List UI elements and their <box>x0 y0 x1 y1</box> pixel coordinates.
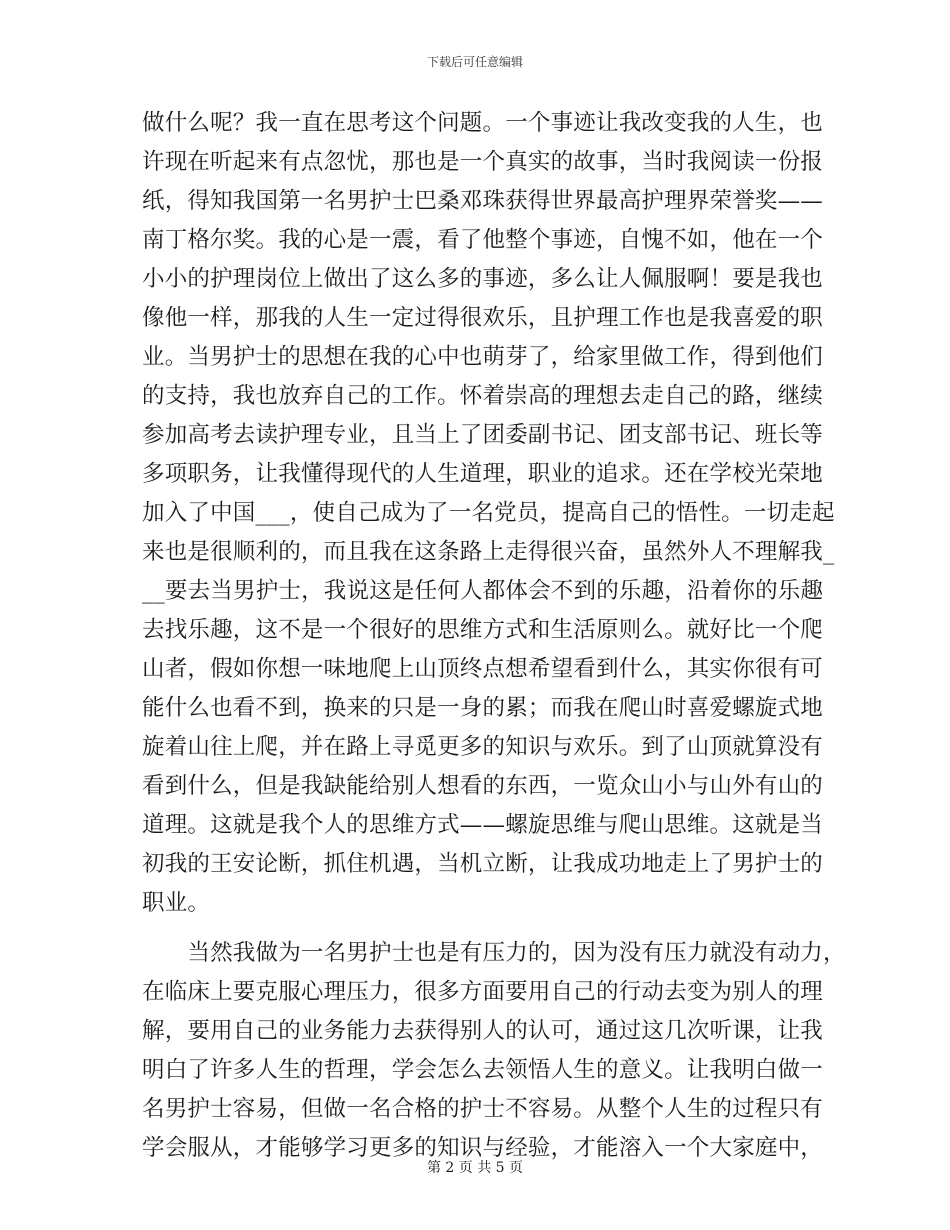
text-line: 当然我做为一名男护士也是有压力的，因为没有压力就没有动力， <box>142 940 846 966</box>
paragraph <box>142 934 846 1168</box>
paragraph-spacer <box>142 923 802 934</box>
text-line: 许现在听起来有点忽忧，那也是一个真实的故事，当时我阅读一份报 <box>142 149 824 175</box>
page-header: 下载后可任意编辑 <box>426 55 523 69</box>
text-line: 多项职务，让我懂得现代的人生道理，职业的追求。还在学校光荣地 <box>142 461 824 487</box>
page-number: 第 2 页 共 5 页 <box>426 1160 524 1176</box>
text-line: 小小的护理岗位上做出了这么多的事迹，多么让人佩服啊！要是我也 <box>142 266 824 292</box>
text-line: 纸，得知我国第一名男护士巴桑邓珠获得世界最高护理界荣誉奖—— <box>142 188 824 214</box>
text-line: 去找乐趣，这不是一个很好的思维方式和生活原则么。就好比一个爬 <box>142 617 824 643</box>
text-line: 的支持，我也放弃自己的工作。怀着崇高的理想去走自己的路，继续 <box>142 383 824 409</box>
text-line: 加入了中国___，使自己成为了一名党员，提高自己的悟性。一切走起 <box>142 500 835 526</box>
text-line: 业。当男护士的思想在我的心中也萌芽了，给家里做工作，得到他们 <box>142 344 824 370</box>
text-line: 像他一样，那我的人生一定过得很欢乐，且护理工作也是我喜爱的职 <box>142 305 824 331</box>
text-line: 看到什么，但是我缺能给别人想看的东西，一览众山小与山外有山的 <box>142 773 824 799</box>
text-line: 学会服从，才能够学习更多的知识与经验，才能溶入一个大家庭中， <box>142 1135 824 1161</box>
text-line: 名男护士容易，但做一名合格的护士不容易。从整个人生的过程只有 <box>142 1096 824 1122</box>
text-line: __要去当男护士，我说这是任何人都体会不到的乐趣，沿着你的乐趣 <box>142 578 824 604</box>
text-line: 南丁格尔奖。我的心是一震，看了他整个事迹，自愧不如，他在一个 <box>142 227 824 253</box>
text-line: 能什么也看不到，换来的只是一身的累；而我在爬山时喜爱螺旋式地 <box>142 695 824 721</box>
text-line: 在临床上要克服心理压力，很多方面要用自己的行动去变为别人的理 <box>142 979 824 1005</box>
text-line: 旋着山往上爬，并在路上寻觅更多的知识与欢乐。到了山顶就算没有 <box>142 734 824 760</box>
text-line: 做什么呢？我一直在思考这个问题。一个事迹让我改变我的人生，也 <box>142 110 824 136</box>
paragraph <box>142 104 835 923</box>
text-line: 道理。这就是我个人的思维方式——螺旋思维与爬山思维。这就是当 <box>142 812 824 838</box>
text-line: 参加高考去读护理专业，且当上了团委副书记、团支部书记、班长等 <box>142 422 824 448</box>
text-line: 初我的王安论断，抓住机遇，当机立断，让我成功地走上了男护士的 <box>142 851 824 877</box>
text-line: 来也是很顺利的，而且我在这条路上走得很兴奋，虽然外人不理解我_ <box>142 539 835 565</box>
text-line: 明白了许多人生的哲理，学会怎么去领悟人生的意义。让我明白做一 <box>142 1057 824 1083</box>
document-body <box>142 104 846 1168</box>
text-line: 职业。 <box>142 890 211 916</box>
text-line: 解，要用自己的业务能力去获得别人的认可，通过这几次听课，让我 <box>142 1018 824 1044</box>
text-line: 山者，假如你想一味地爬上山顶终点想希望看到什么，其实你很有可 <box>142 656 824 682</box>
